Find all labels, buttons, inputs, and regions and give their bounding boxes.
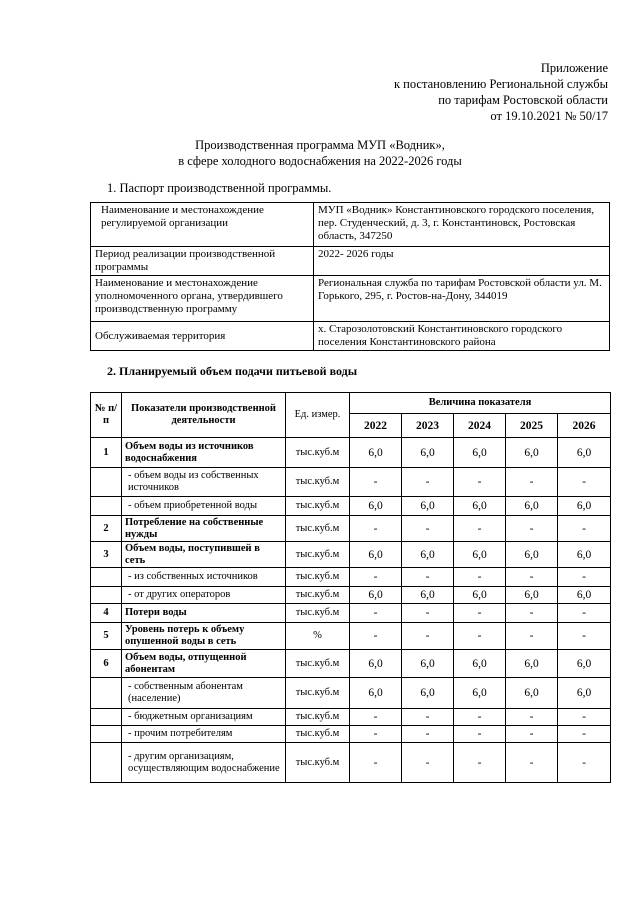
row-number: 4 [91, 604, 122, 623]
value-cell: 6,0 [506, 497, 558, 516]
row-number [91, 678, 122, 709]
value-cell: 6,0 [558, 438, 611, 468]
table-row [91, 468, 611, 497]
passport-label: Наименование и местонахождение регулируемой организации [91, 203, 314, 247]
row-number [91, 468, 122, 497]
passport-label: Обслуживаемая территория [91, 322, 314, 351]
value-cell: - [454, 468, 506, 497]
value-cell: 6,0 [558, 497, 611, 516]
value-cell: - [558, 623, 611, 650]
col-num-header: № п/п [91, 393, 122, 438]
value-cell: - [558, 604, 611, 623]
table-header-row [91, 393, 611, 414]
year-header: 2025 [506, 414, 558, 438]
table-row [91, 678, 611, 709]
document-title [0, 137, 640, 169]
value-cell: - [402, 604, 454, 623]
row-number: 6 [91, 650, 122, 678]
value-cell: - [506, 568, 558, 587]
row-number [91, 497, 122, 516]
row-number [91, 726, 122, 743]
value-cell: - [558, 743, 611, 783]
title-line-1: Производственная программа МУП «Водник», [195, 138, 445, 152]
row-number [91, 587, 122, 604]
value-cell: - [506, 468, 558, 497]
value-cell: - [350, 743, 402, 783]
value-cell: - [454, 516, 506, 542]
passport-label: Период реализации производственной программы [91, 247, 314, 276]
table-row [91, 726, 611, 743]
value-cell: - [402, 743, 454, 783]
unit-cell: тыс.куб.м [286, 726, 350, 743]
value-cell: 6,0 [454, 678, 506, 709]
water-volume-table [90, 392, 611, 783]
row-number [91, 568, 122, 587]
unit-cell: тыс.куб.м [286, 709, 350, 726]
value-cell: - [402, 568, 454, 587]
value-cell: 6,0 [402, 678, 454, 709]
value-cell: 6,0 [454, 587, 506, 604]
value-cell: 6,0 [506, 678, 558, 709]
value-cell: 6,0 [558, 650, 611, 678]
value-cell: 6,0 [558, 542, 611, 568]
value-cell: 6,0 [506, 650, 558, 678]
value-cell: - [506, 516, 558, 542]
table-row [91, 743, 611, 783]
value-cell: 6,0 [454, 650, 506, 678]
indicator-name: Объем воды, поступившей в сеть [122, 542, 286, 568]
table-row [91, 709, 611, 726]
value-cell: - [402, 726, 454, 743]
value-cell: 6,0 [350, 438, 402, 468]
value-cell: - [402, 468, 454, 497]
unit-cell: тыс.куб.м [286, 650, 350, 678]
passport-table [90, 202, 610, 351]
value-cell: 6,0 [506, 438, 558, 468]
value-cell: 6,0 [402, 438, 454, 468]
indicator-name: - другим организациям, осуществляющим водоснабжение [122, 743, 286, 783]
value-cell: - [454, 568, 506, 587]
passport-value: Региональная служба по тарифам Ростовской области ул. М. Горького, 295, г. Ростов-на-Дону, 344019 [314, 276, 610, 322]
unit-cell: тыс.куб.м [286, 497, 350, 516]
value-cell: 6,0 [350, 587, 402, 604]
value-cell: - [558, 726, 611, 743]
indicator-name: - от других операторов [122, 587, 286, 604]
passport-row [91, 247, 610, 276]
value-cell: - [506, 726, 558, 743]
passport-row [91, 322, 610, 351]
value-cell: 6,0 [558, 587, 611, 604]
unit-cell: тыс.куб.м [286, 516, 350, 542]
passport-value: МУП «Водник» Константиновского городского поселения, пер. Студенческий, д. 3, г. Константиновск, Ростовская область, 347250 [314, 203, 610, 247]
document-header [394, 60, 608, 124]
unit-cell: тыс.куб.м [286, 542, 350, 568]
value-cell: - [350, 709, 402, 726]
section-1-heading: 1. Паспорт производственной программы. [107, 181, 332, 195]
indicator-name: Объем воды из источников водоснабжения [122, 438, 286, 468]
year-header: 2024 [454, 414, 506, 438]
value-cell: 6,0 [350, 542, 402, 568]
value-cell: 6,0 [558, 678, 611, 709]
row-number: 2 [91, 516, 122, 542]
table-row [91, 623, 611, 650]
value-cell: - [558, 516, 611, 542]
value-cell: - [454, 604, 506, 623]
unit-cell: тыс.куб.м [286, 468, 350, 497]
value-cell: 6,0 [350, 678, 402, 709]
header-appendix: Приложение [540, 61, 608, 75]
unit-cell: тыс.куб.м [286, 604, 350, 623]
unit-cell: % [286, 623, 350, 650]
year-header: 2023 [402, 414, 454, 438]
passport-value: х. Старозолотовский Константиновского городского поселения Константиновского района [314, 322, 610, 351]
value-cell: 6,0 [350, 497, 402, 516]
unit-cell: тыс.куб.м [286, 743, 350, 783]
value-cell: - [558, 468, 611, 497]
value-cell: 6,0 [454, 542, 506, 568]
table-row [91, 438, 611, 468]
value-cell: - [506, 743, 558, 783]
table-row [91, 650, 611, 678]
value-cell: - [506, 604, 558, 623]
indicator-name: - объем приобретенной воды [122, 497, 286, 516]
indicator-name: Объем воды, отпущенной абонентам [122, 650, 286, 678]
value-cell: 6,0 [506, 587, 558, 604]
value-cell: 6,0 [402, 587, 454, 604]
passport-row [91, 203, 610, 247]
value-cell: - [558, 568, 611, 587]
indicator-name: - бюджетным организациям [122, 709, 286, 726]
value-cell: - [350, 468, 402, 497]
passport-row [91, 276, 610, 322]
value-cell: 6,0 [454, 438, 506, 468]
indicator-name: Потери воды [122, 604, 286, 623]
unit-cell: тыс.куб.м [286, 568, 350, 587]
value-cell: - [506, 623, 558, 650]
row-number: 3 [91, 542, 122, 568]
passport-value: 2022- 2026 годы [314, 247, 610, 276]
table-row [91, 587, 611, 604]
value-cell: - [454, 743, 506, 783]
indicator-name: - объем воды из собственных источников [122, 468, 286, 497]
table-row [91, 497, 611, 516]
value-cell: - [402, 623, 454, 650]
value-cell: - [402, 709, 454, 726]
indicator-name: - собственным абонентам (население) [122, 678, 286, 709]
unit-cell: тыс.куб.м [286, 587, 350, 604]
header-decree: к постановлению Региональной службы [393, 77, 608, 91]
row-number: 5 [91, 623, 122, 650]
unit-cell: тыс.куб.м [286, 678, 350, 709]
indicator-name: Потребление на собственные нужды [122, 516, 286, 542]
value-cell: 6,0 [350, 650, 402, 678]
col-unit-header: Ед. измер. [286, 393, 350, 438]
value-cell: 6,0 [402, 542, 454, 568]
indicator-name: Уровень потерь к объему опушенной воды в сеть [122, 623, 286, 650]
indicator-name: - прочим потребителям [122, 726, 286, 743]
header-agency: по тарифам Ростовской области [438, 93, 608, 107]
value-cell: 6,0 [402, 497, 454, 516]
table-row [91, 604, 611, 623]
value-cell: - [350, 623, 402, 650]
value-cell: - [402, 516, 454, 542]
indicator-name: - из собственных источников [122, 568, 286, 587]
passport-label: Наименование и местонахождение уполномоченного органа, утвердившего производственную программу [91, 276, 314, 322]
title-line-2: в сфере холодного водоснабжения на 2022-2026 годы [178, 154, 462, 168]
col-indicator-header: Показатели производственной деятельности [122, 393, 286, 438]
unit-cell: тыс.куб.м [286, 438, 350, 468]
value-cell: - [350, 604, 402, 623]
table-row [91, 568, 611, 587]
value-cell: 6,0 [506, 542, 558, 568]
value-cell: - [506, 709, 558, 726]
year-header: 2026 [558, 414, 611, 438]
table-row [91, 516, 611, 542]
value-cell: - [454, 726, 506, 743]
year-header: 2022 [350, 414, 402, 438]
row-number [91, 743, 122, 783]
row-number: 1 [91, 438, 122, 468]
value-cell: 6,0 [454, 497, 506, 516]
value-cell: - [350, 568, 402, 587]
value-cell: - [558, 709, 611, 726]
value-cell: - [350, 726, 402, 743]
table-row [91, 542, 611, 568]
section-2-heading: 2. Планируемый объем подачи питьевой воды [107, 364, 358, 378]
value-cell: - [350, 516, 402, 542]
header-date-number: от 19.10.2021 № 50/17 [490, 109, 608, 123]
value-cell: - [454, 709, 506, 726]
col-values-group-header: Величина показателя [350, 393, 611, 414]
row-number [91, 709, 122, 726]
value-cell: 6,0 [402, 650, 454, 678]
value-cell: - [454, 623, 506, 650]
